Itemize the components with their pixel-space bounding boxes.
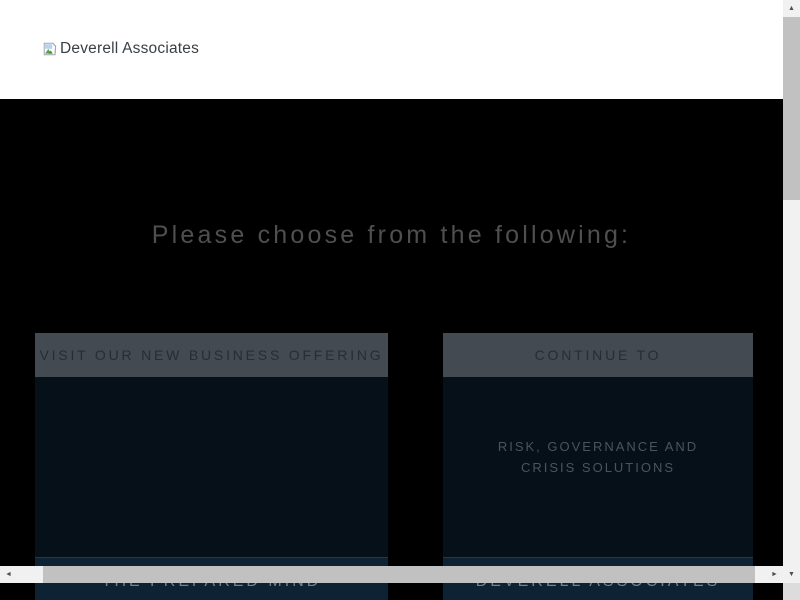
horizontal-scroll-thumb[interactable]: [43, 566, 755, 583]
card-deverell-associates[interactable]: [443, 333, 753, 600]
scroll-down-icon: ▼: [788, 571, 795, 578]
logo-link[interactable]: [43, 40, 199, 58]
card-body-text: RISK, GOVERNANCE AND CRISIS SOLUTIONS: [497, 439, 699, 475]
scrollbar-corner: [783, 583, 800, 600]
card-header-bar: [443, 333, 753, 377]
scroll-right-button[interactable]: [766, 566, 783, 583]
card-body: [443, 377, 753, 557]
site-header: [0, 0, 783, 99]
card-header-label: VISIT OUR NEW BUSINESS OFFERING: [39, 347, 384, 363]
card-body: [35, 377, 388, 557]
card-header-bar: [35, 333, 388, 377]
logo-alt-text: Deverell Associates: [60, 40, 200, 57]
main-content: [0, 99, 783, 600]
scroll-left-button[interactable]: [0, 566, 17, 583]
card-header-label: CONTINUE TO: [534, 347, 662, 363]
vertical-scroll-thumb[interactable]: [783, 17, 800, 200]
scroll-right-icon: ►: [771, 571, 778, 578]
vertical-scrollbar[interactable]: [783, 0, 800, 583]
page-heading: Please choose from the following:: [151, 221, 632, 249]
card-prepared-mind[interactable]: [35, 333, 388, 600]
broken-image-icon: [43, 41, 59, 57]
scroll-up-icon: ▲: [788, 5, 795, 12]
scroll-left-icon: ◄: [5, 571, 12, 578]
scroll-down-button[interactable]: [783, 566, 800, 583]
scroll-up-button[interactable]: [783, 0, 800, 17]
horizontal-scrollbar[interactable]: [0, 566, 783, 583]
